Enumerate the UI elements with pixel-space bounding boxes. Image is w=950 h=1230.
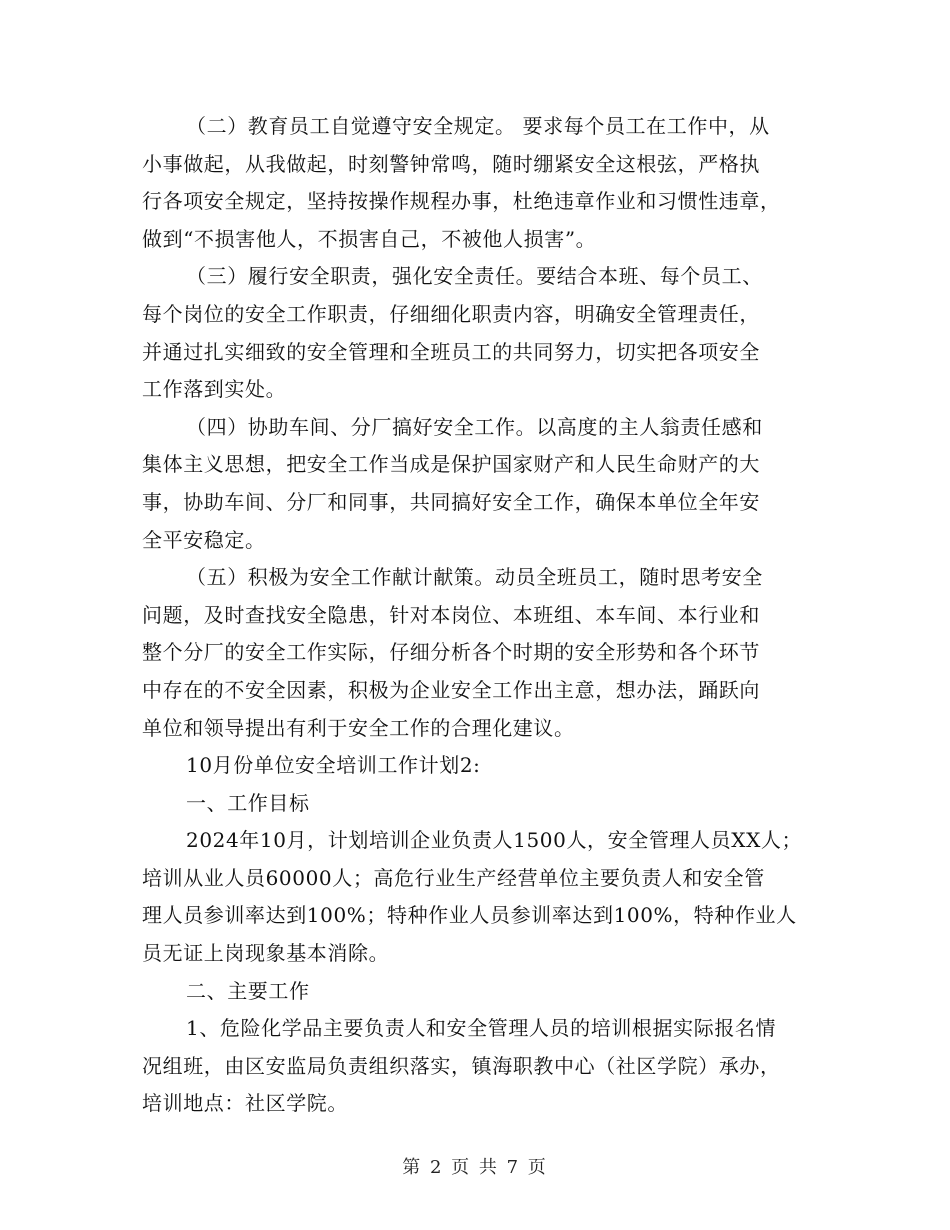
plan-2-title: 10月份单位安全培训工作计划2: [186, 753, 481, 778]
paragraph-2: （二）教育员工自觉遵守安全规定。 要求每个员工在工作中，从 小事做起，从我做起，时刻警钟常鸣，随时绷紧安全这根弦，严格执 行各项安全规定，坚持按操作规程办事，杜绝违章作业和习惯性违章， 做到“不损害他人，不损害自己，不被他人损害”。 [142, 114, 781, 251]
paragraph-5: （五）积极为安全工作献计献策。动员全班员工，随时思考安全 问题，及时查找安全隐患，针对本岗位、本班组、本车间、本行业和 整个分厂的安全工作实际，仔细分析各个时期的安全形势和各个环节 中存在的不安全因素，积极为企业安全工作出主意，想办法，踊跃向 单位和领导提出有利于安全工作的合理化建议。 [142, 565, 763, 740]
paragraph-main-work-1: 1、危险化学品主要负责人和安全管理人员的培训根据实际报名情 况组班，由区安监局负责组织落实，镇海职教中心（社区学院）承办， 培训地点：社区学院。 [142, 1016, 781, 1116]
section-heading-goals: 一、工作目标 [186, 790, 310, 815]
paragraph-4: （四）协助车间、分厂搞好安全工作。以高度的主人翁责任感和 集体主义思想，把安全工作当成是保护国家财产和人民生命财产的大 事，协助车间、分厂和同事，共同搞好安全工作，确保本单位全年安 全平安稳定。 [142, 414, 763, 552]
paragraph-goals: 2024年10月，计划培训企业负责人1500人，安全管理人员XX人； 培训从业人员60000人；高危行业生产经营单位主要负责人和安全管 理人员参训率达到100%；特种作业人员参训率达到100%，特种作业人 员无证上岗现象基本消除。 [142, 828, 803, 966]
document-body [142, 108, 808, 1123]
paragraph-3: （三）履行安全职责，强化安全责任。要结合本班、每个员工、 每个岗位的安全工作职责，仔细细化职责内容，明确安全管理责任， 并通过扎实细致的安全管理和全班员工的共同努力，切实把各项安全 工作落到实处。 [142, 264, 763, 402]
page-number-footer: 第 2 页 共 7 页 [402, 1157, 548, 1178]
section-heading-main-work: 二、主要工作 [186, 978, 310, 1003]
